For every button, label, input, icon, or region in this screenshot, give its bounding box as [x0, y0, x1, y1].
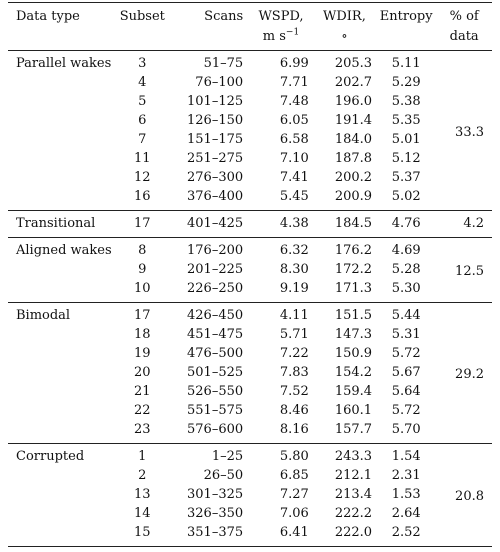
entropy-cell: 5.31 [391, 327, 421, 342]
scans-cell: 451–475 [187, 327, 244, 342]
header-percent [436, 3, 492, 51]
wdir-cell: 200.2 [334, 170, 373, 185]
scans-cell: 251–275 [187, 151, 244, 166]
data-type-cell [8, 149, 119, 168]
wdir-cell: 171.3 [334, 281, 373, 296]
scans-cell: 576–600 [187, 422, 244, 437]
table-row [8, 363, 492, 382]
data-type-cell: Aligned wakes [16, 243, 112, 258]
scans-cell: 226–250 [187, 281, 244, 296]
wdir-cell: 147.3 [334, 327, 373, 342]
table-row [8, 382, 492, 401]
wspd-cell: 7.41 [279, 170, 309, 185]
entropy-cell: 5.72 [391, 403, 421, 418]
data-type-cell [8, 73, 119, 92]
entropy-cell: 5.38 [391, 94, 421, 109]
wspd-cell: 5.71 [279, 327, 309, 342]
header-row [8, 3, 492, 51]
entropy-cell: 5.70 [391, 422, 421, 437]
wspd-cell: 5.80 [279, 449, 309, 464]
entropy-cell: 5.29 [391, 75, 421, 90]
wspd-cell: 7.48 [279, 94, 309, 109]
data-type-cell [8, 111, 119, 130]
subset-cell: 19 [134, 346, 151, 361]
wspd-cell: 6.41 [279, 525, 309, 540]
header-wspd-unit: m s [262, 29, 286, 44]
wspd-cell: 6.99 [279, 56, 309, 71]
entropy-cell: 5.11 [391, 56, 421, 71]
subset-cell: 17 [134, 216, 151, 231]
data-type-cell [8, 363, 119, 382]
subset-cell: 7 [138, 132, 147, 147]
table-row [8, 92, 492, 111]
wdir-cell: 154.2 [334, 365, 373, 380]
entropy-cell: 5.01 [391, 132, 421, 147]
subset-cell: 16 [134, 189, 151, 204]
header-wdir-unit: ∘ [341, 29, 348, 44]
percent-cell: 33.3 [455, 124, 484, 140]
data-type-cell [8, 401, 119, 420]
wspd-cell: 5.45 [279, 189, 309, 204]
wdir-cell: 159.4 [334, 384, 373, 399]
header-entropy: Entropy [379, 9, 433, 24]
data-type-cell [8, 325, 119, 344]
scans-cell: 401–425 [187, 216, 244, 231]
entropy-cell: 2.52 [391, 525, 421, 540]
subset-cell: 15 [134, 525, 151, 540]
scans-cell: 551–575 [187, 403, 244, 418]
entropy-cell: 2.31 [391, 468, 421, 483]
wdir-cell: 172.2 [334, 262, 373, 277]
data-type-cell: Transitional [16, 216, 96, 231]
wdir-cell: 196.0 [334, 94, 373, 109]
table-row [8, 279, 492, 303]
scans-cell: 26–50 [203, 468, 244, 483]
header-scans: Scans [204, 9, 244, 24]
entropy-cell: 5.12 [391, 151, 421, 166]
data-type-cell [8, 344, 119, 363]
wdir-cell: 176.2 [334, 243, 373, 258]
entropy-cell: 2.64 [391, 506, 421, 521]
scans-cell: 276–300 [187, 170, 244, 185]
table-row [8, 149, 492, 168]
percent-cell: 20.8 [455, 489, 484, 504]
scans-cell: 376–400 [187, 189, 244, 204]
wdir-cell: 151.5 [334, 308, 373, 323]
data-type-cell: Bimodal [16, 308, 71, 323]
wspd-cell: 6.32 [279, 243, 309, 258]
data-type-cell [8, 130, 119, 149]
entropy-cell: 4.76 [391, 216, 421, 231]
table-row [8, 187, 492, 211]
subset-cell: 13 [134, 487, 151, 502]
wspd-cell: 4.11 [279, 308, 309, 323]
data-type-cell [8, 466, 119, 485]
table-row [8, 504, 492, 523]
wspd-cell: 4.38 [279, 216, 309, 231]
entropy-cell: 5.67 [391, 365, 421, 380]
wdir-cell: 222.0 [334, 525, 373, 540]
wdir-cell: 187.8 [334, 151, 373, 166]
subset-cell: 6 [138, 113, 147, 128]
header-wspd-exponent: −1 [285, 27, 300, 38]
wspd-cell: 7.27 [279, 487, 309, 502]
wspd-cell: 7.71 [279, 75, 309, 90]
table-row [8, 466, 492, 485]
subset-cell: 22 [134, 403, 151, 418]
subset-cell: 9 [138, 262, 147, 277]
entropy-cell: 5.35 [391, 113, 421, 128]
data-type-cell [8, 168, 119, 187]
percent-cell: 12.5 [455, 264, 484, 279]
data-type-cell [8, 260, 119, 279]
data-type-cell: Parallel wakes [16, 56, 112, 71]
header-wdir-line1: WDIR, [323, 9, 366, 24]
table-group [8, 444, 492, 547]
scans-cell: 76–100 [195, 75, 244, 90]
table-row [8, 444, 492, 467]
wspd-cell: 6.58 [279, 132, 309, 147]
data-type-cell: Corrupted [16, 449, 85, 464]
scans-cell: 1–25 [211, 449, 244, 464]
subset-cell: 10 [134, 281, 151, 296]
table-row [8, 168, 492, 187]
subset-cell: 14 [134, 506, 151, 521]
subset-cell: 17 [134, 308, 151, 323]
subset-cell: 8 [138, 243, 147, 258]
wspd-cell: 7.06 [279, 506, 309, 521]
header-data-type: Data type [16, 9, 80, 24]
wspd-cell: 7.52 [279, 384, 309, 399]
data-type-cell [8, 382, 119, 401]
wdir-cell: 212.1 [334, 468, 373, 483]
data-type-cell [8, 420, 119, 444]
wspd-cell: 6.05 [279, 113, 309, 128]
entropy-cell: 5.37 [391, 170, 421, 185]
data-type-cell [8, 187, 119, 211]
table-row [8, 420, 492, 444]
entropy-cell: 5.30 [391, 281, 421, 296]
scans-cell: 426–450 [187, 308, 244, 323]
table-row [8, 238, 492, 261]
scans-cell: 526–550 [187, 384, 244, 399]
scans-cell: 201–225 [187, 262, 244, 277]
wspd-cell: 6.85 [279, 468, 309, 483]
header-wspd-line1: WSPD, [258, 9, 304, 24]
table-header [8, 3, 492, 51]
table-row [8, 111, 492, 130]
percent-cell: 4.2 [463, 216, 484, 231]
wdir-cell: 184.5 [334, 216, 373, 231]
entropy-cell: 5.28 [391, 262, 421, 277]
table-row [8, 523, 492, 547]
subset-cell: 2 [138, 468, 147, 483]
table-row [8, 211, 492, 238]
entropy-cell: 1.53 [391, 487, 421, 502]
subset-cell: 18 [134, 327, 151, 342]
subset-cell: 5 [138, 94, 147, 109]
wspd-cell: 7.83 [279, 365, 309, 380]
scans-cell: 476–500 [187, 346, 244, 361]
entropy-cell: 5.44 [391, 308, 421, 323]
subset-cell: 21 [134, 384, 151, 399]
wspd-cell: 7.22 [279, 346, 309, 361]
wdir-cell: 184.0 [334, 132, 373, 147]
wdir-cell: 191.4 [334, 113, 373, 128]
header-subset: Subset [119, 9, 165, 24]
wspd-cell: 8.46 [279, 403, 309, 418]
table-row [8, 401, 492, 420]
entropy-cell: 5.64 [391, 384, 421, 399]
entropy-cell: 4.69 [391, 243, 421, 258]
data-type-cell [8, 504, 119, 523]
header-wspd [249, 3, 313, 51]
wdir-cell: 205.3 [334, 56, 373, 71]
scans-cell: 126–150 [187, 113, 244, 128]
scans-cell: 326–350 [187, 506, 244, 521]
wdir-cell: 213.4 [334, 487, 373, 502]
data-type-cell [8, 523, 119, 547]
subset-cell: 12 [134, 170, 151, 185]
percent-cell: 29.2 [455, 367, 484, 382]
table-row [8, 260, 492, 279]
entropy-cell: 5.72 [391, 346, 421, 361]
scans-cell: 101–125 [187, 94, 244, 109]
table-row [8, 51, 492, 74]
table-group [8, 51, 492, 211]
data-type-cell [8, 279, 119, 303]
scans-cell: 51–75 [203, 56, 244, 71]
wspd-cell: 9.19 [279, 281, 309, 296]
wdir-cell: 200.9 [334, 189, 373, 204]
wdir-cell: 160.1 [334, 403, 373, 418]
scans-cell: 151–175 [187, 132, 244, 147]
entropy-cell: 1.54 [391, 449, 421, 464]
wspd-cell: 8.16 [279, 422, 309, 437]
table-group [8, 211, 492, 238]
header-percent-line1: % of [449, 9, 479, 24]
table-row [8, 303, 492, 326]
header-wdir [313, 3, 376, 51]
entropy-cell: 5.02 [391, 189, 421, 204]
wdir-cell: 222.2 [334, 506, 373, 521]
scans-cell: 301–325 [187, 487, 244, 502]
wdir-cell: 150.9 [334, 346, 373, 361]
wdir-cell: 157.7 [334, 422, 373, 437]
scans-cell: 351–375 [187, 525, 244, 540]
table-row [8, 344, 492, 363]
subset-cell: 1 [138, 449, 147, 464]
table-group [8, 303, 492, 444]
table-row [8, 485, 492, 504]
subset-cell: 4 [138, 75, 147, 90]
table-group [8, 238, 492, 303]
table-row [8, 325, 492, 344]
data-type-cell [8, 485, 119, 504]
data-table [8, 2, 492, 547]
subset-cell: 20 [134, 365, 151, 380]
wdir-cell: 202.7 [334, 75, 373, 90]
wdir-cell: 243.3 [334, 449, 373, 464]
wspd-cell: 8.30 [279, 262, 309, 277]
scans-cell: 176–200 [187, 243, 244, 258]
table-row [8, 73, 492, 92]
wspd-cell: 7.10 [279, 151, 309, 166]
subset-cell: 23 [134, 422, 151, 437]
table-row [8, 130, 492, 149]
subset-cell: 3 [138, 56, 147, 71]
scans-cell: 501–525 [187, 365, 244, 380]
data-type-cell [8, 92, 119, 111]
subset-cell: 11 [134, 151, 151, 166]
header-percent-line2: data [449, 29, 479, 44]
